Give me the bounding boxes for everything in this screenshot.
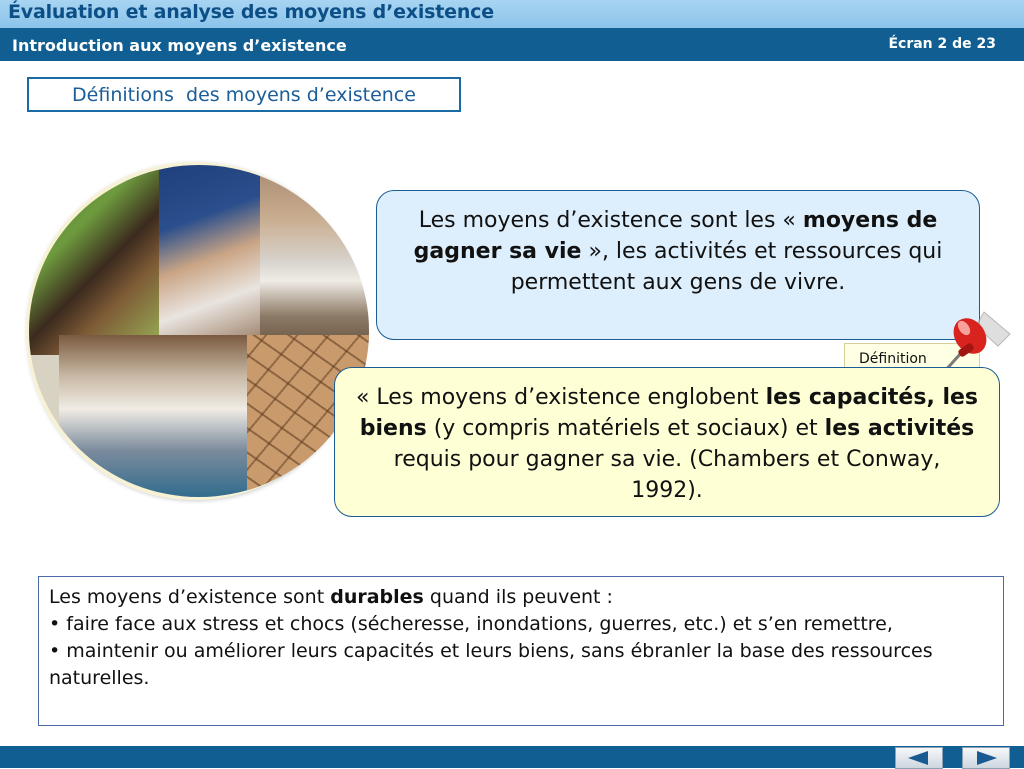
bullet-icon: • — [49, 613, 61, 635]
previous-screen-button[interactable] — [895, 747, 943, 769]
sustainable-intro-text: Les moyens d’existence sont — [49, 586, 331, 608]
sustainable-intro-bold: durables — [330, 586, 424, 608]
callout-yellow-bold-2: les activités — [824, 416, 975, 441]
definition-callout-short — [376, 190, 980, 340]
screen-counter: Écran 2 de 23 — [888, 36, 996, 52]
photo-farmer-crops — [29, 165, 159, 355]
lesson-title: Introduction aux moyens d’existence — [12, 36, 347, 55]
callout-yellow-text-2: (y compris matériels et sociaux) et — [426, 416, 825, 441]
bullet-item — [49, 611, 993, 638]
bullet-text: maintenir ou améliorer leurs capacités et leurs biens, sans ébranler la base des ressources naturelles. — [49, 640, 933, 689]
bullet-text: faire face aux stress et chocs (sécheresse, inondations, guerres, etc.) et s’en remettre, — [66, 613, 893, 635]
section-heading: Définitions des moyens d’existence — [27, 77, 461, 112]
bullet-icon: • — [49, 640, 61, 662]
title-bar — [0, 0, 1024, 28]
footer-bar — [0, 746, 1024, 768]
course-title: Évaluation et analyse des moyens d’existence — [8, 1, 494, 23]
collage-photos — [29, 165, 369, 497]
callout-yellow-bold-1: les capacités, les biens — [359, 385, 979, 441]
callout-blue-text-end: », les activités et ressources qui permettent aux gens de vivre. — [510, 239, 943, 295]
sustainable-intro-end: quand ils peuvent : — [423, 586, 613, 608]
callout-yellow-text-1: « Les moyens d’existence englobent — [355, 385, 766, 410]
bullet-item — [49, 638, 993, 692]
definition-tab-label: Définition — [859, 351, 927, 367]
photo-village-meeting — [59, 335, 269, 497]
callout-blue-bold: moyens de gagner sa vie — [413, 208, 938, 264]
callout-blue-text: Les moyens d’existence sont les « — [418, 208, 803, 233]
sustainable-intro — [49, 584, 993, 611]
pushpin-icon — [940, 306, 1022, 376]
arrow-left-icon — [904, 751, 934, 765]
lesson-bar — [0, 28, 1024, 61]
sustainable-livelihoods-box — [38, 576, 1004, 726]
livelihoods-collage — [8, 150, 360, 495]
photo-cattle — [260, 165, 369, 343]
arrow-right-icon — [971, 751, 1001, 765]
next-screen-button[interactable] — [962, 747, 1010, 769]
callout-yellow-text-3: requis pour gagner sa vie. (Chambers et Conway, 1992). — [393, 447, 941, 503]
collage-frame — [26, 162, 364, 500]
definition-callout-chambers — [334, 367, 1000, 517]
